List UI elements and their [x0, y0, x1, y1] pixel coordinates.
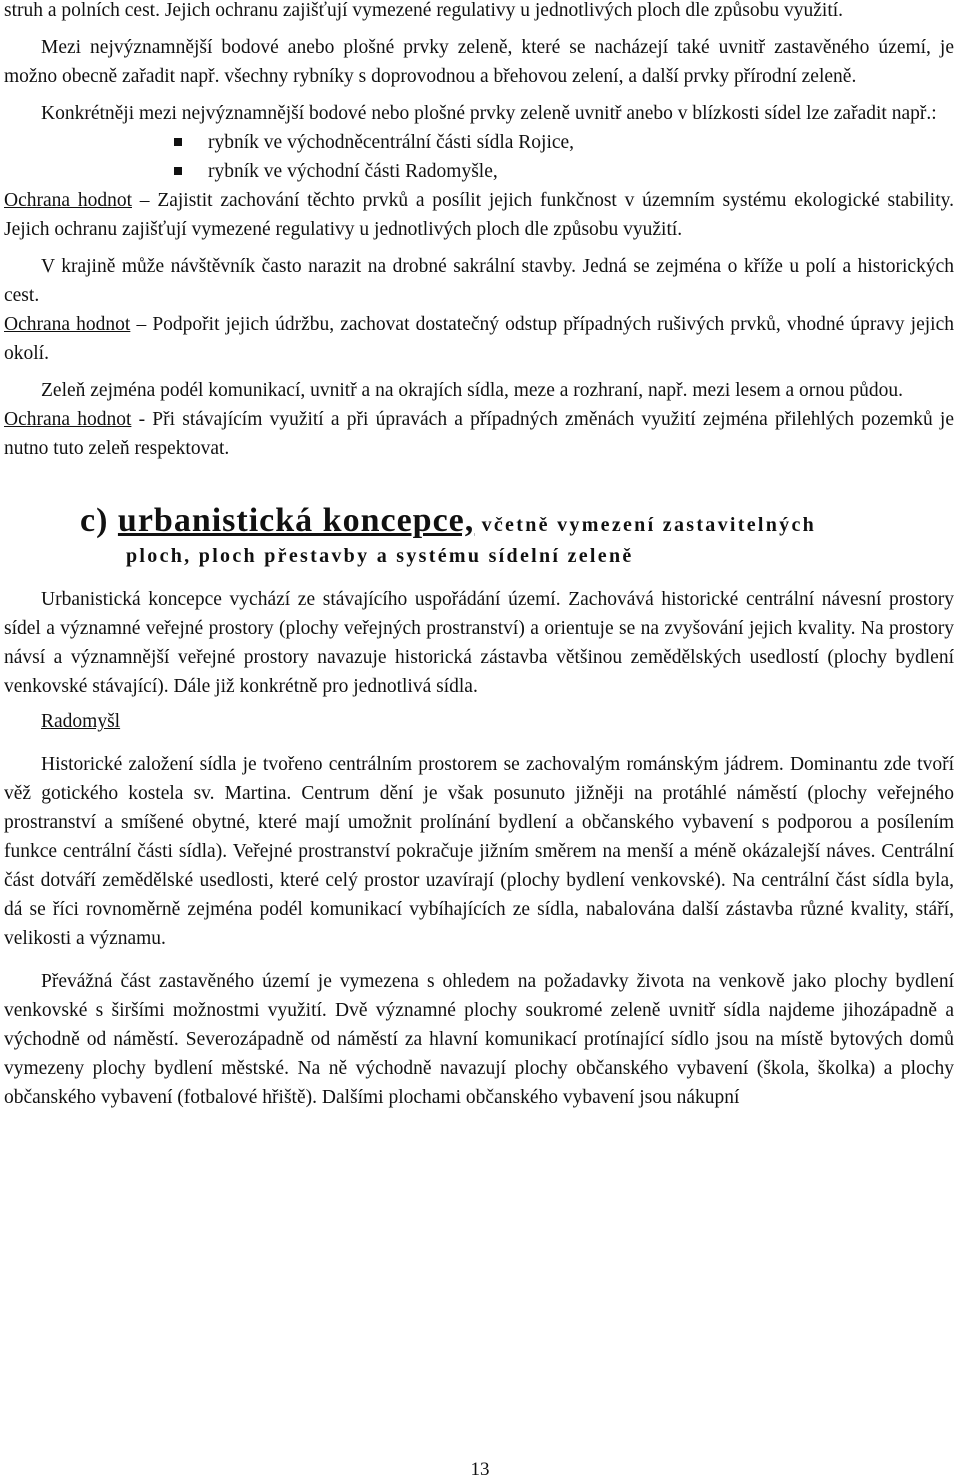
section-heading-rest: včetně vymezení zastavitelných — [474, 514, 817, 536]
section-heading-line2: ploch, ploch přestavby a systému sídelní zeleně — [126, 545, 634, 567]
protection-text: – Zajistit zachování těchto prvků a posílit jejich funkčnost v územním systému ekologické stability. Jejich ochranu zajišťují vymezené regulativy u jednotlivých ploch dle způsobu využití. — [4, 190, 954, 240]
list-item-text: rybník ve východněcentrální části sídla Rojice, — [208, 132, 575, 153]
square-bullet-icon — [174, 138, 182, 146]
square-bullet-icon — [174, 167, 182, 175]
town-heading-label: Radomyšl — [41, 711, 121, 732]
town-heading — [4, 707, 954, 736]
protection-label: Ochrana hodnot — [4, 314, 131, 335]
protection-text: - Při stávajícím využití a při úpravách a případných změnách využití zejména přilehlých pozemků je nutno tuto zeleň respektovat. — [4, 409, 954, 459]
paragraph-radomysl-history: Historické založení sídla je tvořeno centrálním prostorem se zachovalým románským jádrem. Dominantu zde tvoří věž gotického kostela sv. Martina. Centrum dění je však posunuto jižněji na protáhlé náměstí (plochy veřejného prostranství a smíšené obytné, které mají umožnit prolínání bydlení a občanského vybavení s podporou a posílením funkce centrální části sídla). Veřejné prostranství pokračuje jižním směrem na menší a méně okázalejší náves. Centrální část dotváří zemědělské usedlosti, které celý prostor uzavírají (plochy bydlení venkovské). Na centrální část sídla byla, dá se říci rovnoměrně zejména podél komunikací vybíhajících ze sídla, nabalována další zástavba různé kvality, stáří, velikosti a významu. — [4, 754, 954, 949]
protection-label: Ochrana hodnot — [4, 190, 132, 211]
paragraph-protection-2 — [4, 310, 954, 368]
paragraph-green-elements: Mezi nejvýznamnější bodové anebo plošné prvky zeleně, které se nacházejí také uvnitř zastavěného území, je možno obecně zařadit např. všechny rybníky s doprovodnou a břehovou zelení, a další prvky přírodní zeleně. — [4, 37, 954, 87]
protection-label: Ochrana hodnot — [4, 409, 132, 430]
page-content — [4, 0, 954, 1112]
paragraph-roadside-green: Zeleň zejména podél komunikací, uvnitř a na okrajích sídla, meze a rozhraní, např. mezi lesem a ornou půdou. — [41, 380, 904, 401]
list-item-text: rybník ve východní části Radomyšle, — [208, 161, 498, 182]
paragraph-specific-elements: Konkrétněji mezi nejvýznamnější bodové nebo plošné prvky zeleně uvnitř anebo v blízkosti sídel lze zařadit např.: — [41, 103, 937, 124]
list-item — [174, 128, 954, 157]
paragraph-sacral: V krajině může návštěvník často narazit na drobné sakrální stavby. Jedná se zejména o kříže u polí a historických cest. — [4, 256, 954, 306]
section-heading-prefix: c) — [80, 502, 118, 539]
list-item — [174, 157, 954, 186]
section-heading-line1 — [80, 501, 954, 541]
protection-text: – Podpořit jejich údržbu, zachovat dostatečný odstup případných rušivých prvků, vhodné úpravy jejich okolí. — [4, 314, 954, 364]
paragraph-protection-1 — [4, 186, 954, 244]
paragraph-urban-concept: Urbanistická koncepce vychází ze stávajícího uspořádání území. Zachovává historické centrální návesní prostory sídel a významné veřejné prostory (plochy veřejných prostranství) a orientuje se na zvyšování jejich kvality. Na prostory návsí a významnější veřejné prostory navazuje historická zástavba většinou zemědělských usedlostí (plochy bydlení venkovské stávající). Dále již konkrétně pro jednotlivá sídla. — [4, 589, 954, 697]
paragraph-radomysl-areas: Převážná část zastavěného území je vymezena s ohledem na požadavky života na venkově jako plochy bydlení venkovské s širšími možnostmi využití. Dvě významné plochy soukromé zeleně uvnitř sídla najdeme jihozápadně a východně od náměstí. Severozápadně od náměstí za hlavní komunikací protínající sídlo jsou na místě bytových domů vymezeny plochy bydlení městské. Na ně východně navazují plochy občanského vybavení (škola, školka) a plochy občanského vybavení (fotbalové hřiště). Dalšími plochami občanského vybavení jsou nákupní — [4, 971, 954, 1108]
paragraph-protection-3 — [4, 405, 954, 463]
paragraph-intro: struh a polních cest. Jejich ochranu zajišťují vymezené regulativy u jednotlivých ploch dle způsobu využití. — [4, 0, 844, 21]
page-number: 13 — [470, 1459, 490, 1480]
bullet-list — [4, 128, 954, 186]
section-heading-title: urbanistická koncepce, — [117, 502, 475, 539]
section-heading — [80, 501, 954, 571]
